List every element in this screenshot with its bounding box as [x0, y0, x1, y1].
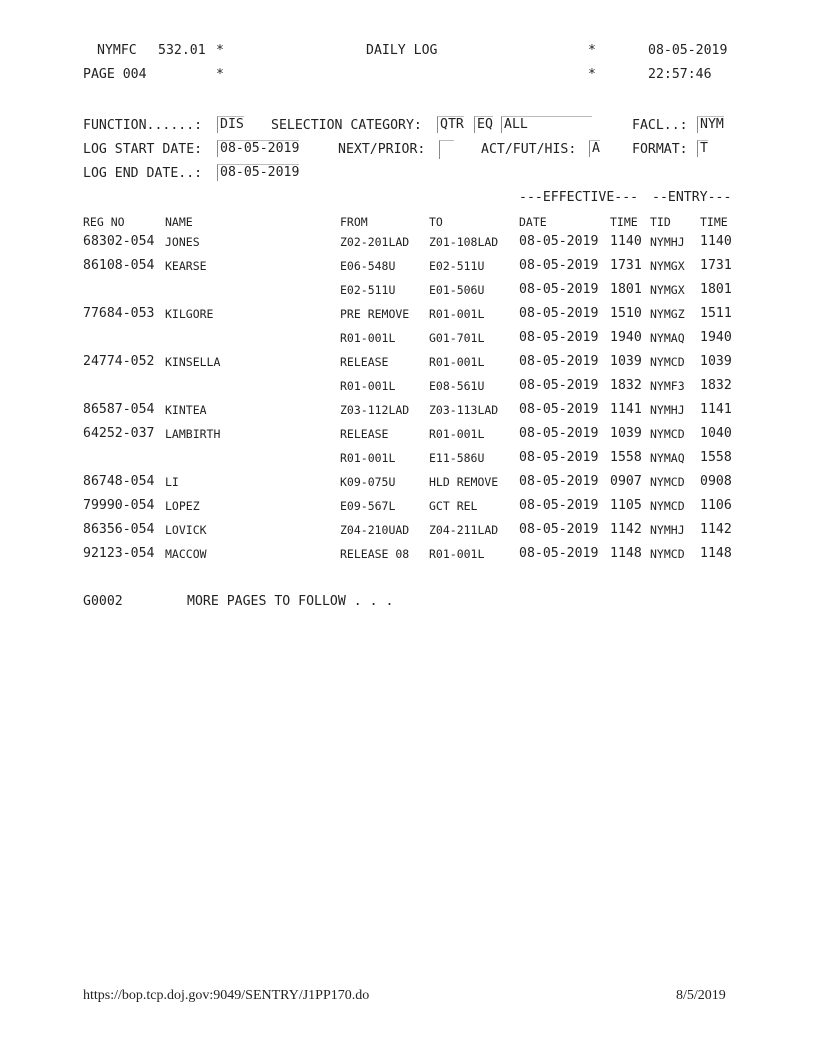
to-cell: GCT REL	[429, 499, 478, 513]
date-cell: 08-05-2019	[519, 378, 599, 393]
entry-time-cell: 1940	[700, 330, 732, 345]
header-star: *	[216, 43, 224, 58]
act-fut-his-input[interactable]: A	[589, 140, 600, 157]
date-cell: 08-05-2019	[519, 522, 599, 537]
name-cell: KINTEA	[165, 403, 207, 417]
facl-input[interactable]: NYM	[697, 116, 724, 133]
to-cell: R01-001L	[429, 307, 485, 321]
effective-time-cell: 1148	[610, 546, 642, 561]
entry-time-cell: 1511	[700, 306, 732, 321]
table-row	[0, 350, 816, 374]
tid-cell: NYMHJ	[650, 235, 685, 249]
next-prior-label: NEXT/PRIOR:	[338, 142, 426, 157]
effective-time-cell: 1141	[610, 402, 642, 417]
table-row	[0, 494, 816, 518]
entry-time-cell: 1731	[700, 258, 732, 273]
to-cell: R01-001L	[429, 427, 485, 441]
table-row	[0, 326, 816, 350]
table-row	[0, 302, 816, 326]
header-time: 22:57:46	[648, 67, 712, 82]
date-cell: 08-05-2019	[519, 306, 599, 321]
tid-cell: NYMAQ	[650, 331, 685, 345]
effective-time-cell: 1558	[610, 450, 642, 465]
name-cell: LOPEZ	[165, 499, 200, 513]
entry-time-cell: 1039	[700, 354, 732, 369]
entry-time-cell: 1148	[700, 546, 732, 561]
reg-no-cell: 86748-054	[83, 474, 155, 489]
reg-no-cell: 68302-054	[83, 234, 155, 249]
selection-category-label: SELECTION CATEGORY:	[271, 118, 422, 133]
to-cell: E02-511U	[429, 259, 485, 273]
from-cell: R01-001L	[340, 451, 396, 465]
entry-time-cell: 1040	[700, 426, 732, 441]
date-cell: 08-05-2019	[519, 330, 599, 345]
date-cell: 08-05-2019	[519, 426, 599, 441]
from-cell: E02-511U	[340, 283, 396, 297]
table-row	[0, 398, 816, 422]
date-cell: 08-05-2019	[519, 258, 599, 273]
act-fut-his-label: ACT/FUT/HIS:	[481, 142, 577, 157]
from-cell: RELEASE 08	[340, 547, 410, 561]
header-reg-no: REG NO	[83, 215, 125, 229]
entry-time-cell: 1106	[700, 498, 732, 513]
date-cell: 08-05-2019	[519, 546, 599, 561]
effective-time-cell: 0907	[610, 474, 642, 489]
to-cell: HLD REMOVE	[429, 475, 499, 489]
date-cell: 08-05-2019	[519, 498, 599, 513]
reg-no-cell: 79990-054	[83, 498, 155, 513]
reg-no-cell: 86108-054	[83, 258, 155, 273]
version-number: 532.01	[158, 43, 206, 58]
tid-cell: NYMHJ	[650, 403, 685, 417]
effective-time-cell: 1940	[610, 330, 642, 345]
reg-no-cell: 92123-054	[83, 546, 155, 561]
from-cell: E09-567L	[340, 499, 396, 513]
entry-time-cell: 1558	[700, 450, 732, 465]
selection-category-input[interactable]: QTR	[437, 116, 464, 133]
name-cell: KINSELLA	[165, 355, 221, 369]
entry-time-cell: 1141	[700, 402, 732, 417]
table-row	[0, 422, 816, 446]
page-title: DAILY LOG	[366, 43, 438, 58]
system-name: NYMFC	[97, 43, 137, 58]
status-code: G0002	[83, 594, 123, 609]
facl-label: FACL..:	[632, 118, 688, 133]
table-row	[0, 254, 816, 278]
name-cell: LAMBIRTH	[165, 427, 221, 441]
tid-cell: NYMCD	[650, 499, 685, 513]
header-from: FROM	[340, 215, 368, 229]
all-input[interactable]: ALL	[501, 116, 592, 133]
date-cell: 08-05-2019	[519, 402, 599, 417]
effective-time-cell: 1140	[610, 234, 642, 249]
from-cell: RELEASE	[340, 355, 389, 369]
from-cell: Z03-112LAD	[340, 403, 410, 417]
tid-cell: NYMAQ	[650, 451, 685, 465]
to-cell: Z04-211LAD	[429, 523, 499, 537]
entry-time-cell: 0908	[700, 474, 732, 489]
footer-date: 8/5/2019	[676, 988, 726, 1003]
entry-group-header: --ENTRY---	[652, 190, 732, 205]
effective-group-header: ---EFFECTIVE---	[519, 190, 639, 205]
table-row	[0, 470, 816, 494]
header-date: DATE	[519, 215, 547, 229]
header-effective-time: TIME	[610, 215, 638, 229]
tid-cell: NYMF3	[650, 379, 685, 393]
header-to: TO	[429, 215, 443, 229]
effective-time-cell: 1142	[610, 522, 642, 537]
log-end-date-label: LOG END DATE..:	[83, 166, 203, 181]
tid-cell: NYMCD	[650, 427, 685, 441]
table-row	[0, 374, 816, 398]
name-cell: LOVICK	[165, 523, 207, 537]
from-cell: PRE REMOVE	[340, 307, 410, 321]
from-cell: Z02-201LAD	[340, 235, 410, 249]
name-cell: MACCOW	[165, 547, 207, 561]
to-cell: R01-001L	[429, 547, 485, 561]
status-message: MORE PAGES TO FOLLOW . . .	[187, 594, 394, 609]
effective-time-cell: 1510	[610, 306, 642, 321]
table-row	[0, 278, 816, 302]
format-label: FORMAT:	[632, 142, 688, 157]
next-prior-input[interactable]	[439, 140, 454, 159]
header-name: NAME	[165, 215, 193, 229]
entry-time-cell: 1142	[700, 522, 732, 537]
reg-no-cell: 24774-052	[83, 354, 155, 369]
tid-cell: NYMCD	[650, 547, 685, 561]
to-cell: R01-001L	[429, 355, 485, 369]
to-cell: E08-561U	[429, 379, 485, 393]
function-label: FUNCTION......:	[83, 118, 203, 133]
header-date: 08-05-2019	[648, 43, 728, 58]
effective-time-cell: 1105	[610, 498, 642, 513]
to-cell: Z01-108LAD	[429, 235, 499, 249]
tid-cell: NYMHJ	[650, 523, 685, 537]
format-input[interactable]: T	[697, 140, 708, 157]
from-cell: R01-001L	[340, 331, 396, 345]
entry-time-cell: 1140	[700, 234, 732, 249]
date-cell: 08-05-2019	[519, 234, 599, 249]
reg-no-cell: 64252-037	[83, 426, 155, 441]
tid-cell: NYMCD	[650, 355, 685, 369]
footer-url: https://bop.tcp.doj.gov:9049/SENTRY/J1PP170.do	[83, 988, 370, 1003]
header-star: *	[588, 43, 596, 58]
log-start-date-input[interactable]: 08-05-2019	[217, 140, 299, 157]
reg-no-cell: 77684-053	[83, 306, 155, 321]
table-row	[0, 518, 816, 542]
tid-cell: NYMCD	[650, 475, 685, 489]
effective-time-cell: 1832	[610, 378, 642, 393]
date-cell: 08-05-2019	[519, 450, 599, 465]
from-cell: K09-075U	[340, 475, 396, 489]
name-cell: KILGORE	[165, 307, 214, 321]
effective-time-cell: 1731	[610, 258, 642, 273]
effective-time-cell: 1039	[610, 354, 642, 369]
table-row	[0, 230, 816, 254]
date-cell: 08-05-2019	[519, 354, 599, 369]
to-cell: G01-701L	[429, 331, 485, 345]
from-cell: R01-001L	[340, 379, 396, 393]
entry-time-cell: 1832	[700, 378, 732, 393]
to-cell: Z03-113LAD	[429, 403, 499, 417]
date-cell: 08-05-2019	[519, 282, 599, 297]
reg-no-cell: 86356-054	[83, 522, 155, 537]
date-cell: 08-05-2019	[519, 474, 599, 489]
to-cell: E01-506U	[429, 283, 485, 297]
from-cell: E06-548U	[340, 259, 396, 273]
reg-no-cell: 86587-054	[83, 402, 155, 417]
effective-time-cell: 1801	[610, 282, 642, 297]
tid-cell: NYMGZ	[650, 307, 685, 321]
header-entry-time: TIME	[700, 215, 728, 229]
eq-input[interactable]: EQ	[474, 116, 493, 133]
to-cell: E11-586U	[429, 451, 485, 465]
entry-time-cell: 1801	[700, 282, 732, 297]
table-row	[0, 446, 816, 470]
from-cell: RELEASE	[340, 427, 389, 441]
header-star: *	[216, 67, 224, 82]
from-cell: Z04-210UAD	[340, 523, 410, 537]
name-cell: LI	[165, 475, 179, 489]
header-star: *	[588, 67, 596, 82]
header-tid: TID	[650, 215, 671, 229]
effective-time-cell: 1039	[610, 426, 642, 441]
name-cell: JONES	[165, 235, 200, 249]
tid-cell: NYMGX	[650, 259, 685, 273]
page-number: PAGE 004	[83, 67, 147, 82]
table-row	[0, 542, 816, 566]
log-end-date-input[interactable]: 08-05-2019	[217, 164, 299, 181]
function-input[interactable]: DIS	[217, 116, 244, 133]
tid-cell: NYMGX	[650, 283, 685, 297]
name-cell: KEARSE	[165, 259, 207, 273]
log-start-date-label: LOG START DATE:	[83, 142, 203, 157]
